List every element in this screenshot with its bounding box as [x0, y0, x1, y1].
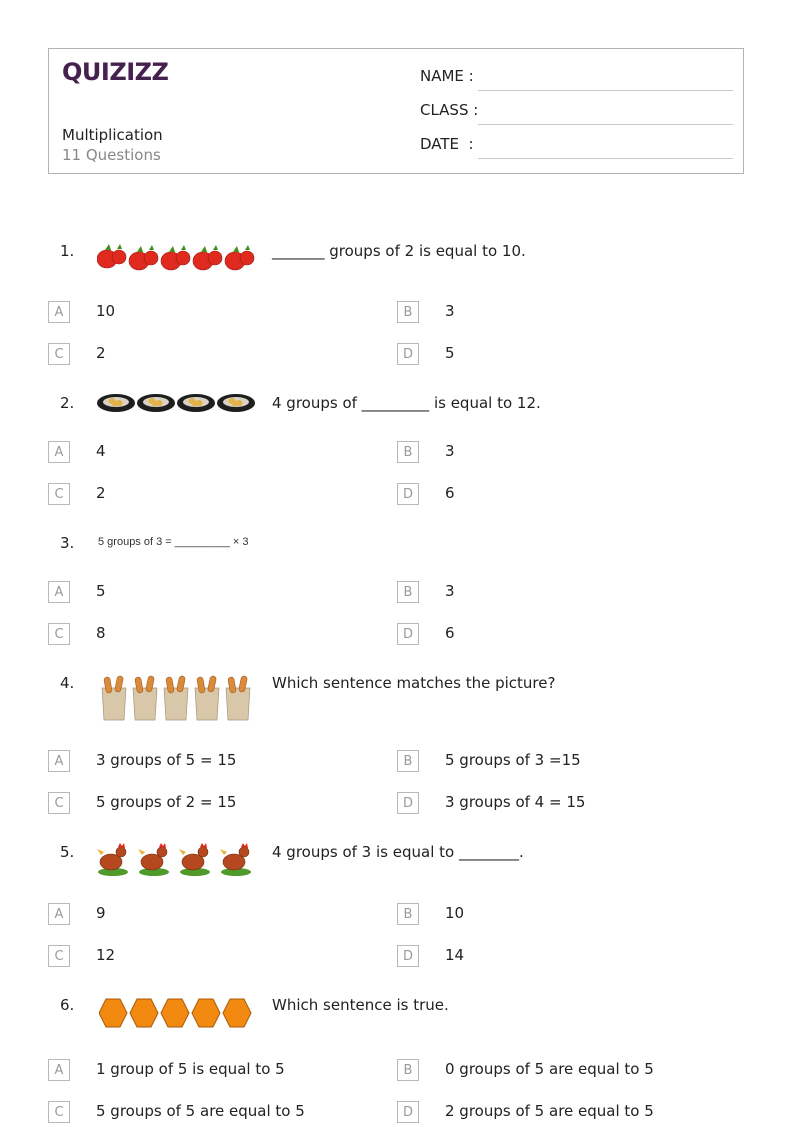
option-text: 5 groups of 5 are equal to 5: [96, 1102, 305, 1120]
question-text: 4 groups of 3 is equal to ________.: [272, 843, 524, 861]
quizizz-logo: QUIZIZZ: [62, 58, 169, 86]
option-text: 2 groups of 5 are equal to 5: [445, 1102, 654, 1120]
option-letter-box[interactable]: A: [48, 903, 70, 925]
option-letter-box[interactable]: D: [397, 945, 419, 967]
question-number: 3.: [60, 534, 75, 552]
bread-bags-image: [99, 674, 254, 722]
question-number: 4.: [60, 674, 75, 692]
q1-option-b[interactable]: [397, 301, 697, 327]
q1-option-a[interactable]: [48, 301, 348, 327]
q1-option-d[interactable]: [397, 343, 697, 369]
q4-option-a[interactable]: [48, 750, 348, 776]
option-letter-box[interactable]: A: [48, 581, 70, 603]
name-label: NAME :: [420, 67, 474, 85]
option-letter-box[interactable]: B: [397, 903, 419, 925]
option-text: 3: [445, 582, 455, 600]
option-letter-box[interactable]: D: [397, 343, 419, 365]
q3-option-d[interactable]: [397, 623, 697, 649]
q4-option-c[interactable]: [48, 792, 348, 818]
worksheet-title: Multiplication: [62, 126, 163, 144]
option-letter-box[interactable]: A: [48, 301, 70, 323]
option-text: 5 groups of 2 = 15: [96, 793, 237, 811]
option-text: 3: [445, 302, 455, 320]
option-text: 10: [96, 302, 116, 320]
roosters-image: [97, 841, 257, 877]
class-line[interactable]: [478, 124, 733, 125]
q2-option-a[interactable]: [48, 441, 348, 467]
question-number: 1.: [60, 242, 75, 260]
option-letter-box[interactable]: D: [397, 792, 419, 814]
option-text: 2: [96, 484, 106, 502]
tomatoes-image: [97, 240, 257, 274]
option-letter-box[interactable]: B: [397, 750, 419, 772]
option-text: 2: [96, 344, 106, 362]
option-letter-box[interactable]: B: [397, 301, 419, 323]
option-letter-box[interactable]: B: [397, 1059, 419, 1081]
option-text: 14: [445, 946, 465, 964]
question-number: 2.: [60, 394, 75, 412]
date-field[interactable]: [420, 135, 733, 159]
option-text: 3 groups of 5 = 15: [96, 751, 237, 769]
q2-option-c[interactable]: [48, 483, 348, 509]
hexagons-image: [99, 998, 253, 1028]
option-text: 4: [96, 442, 106, 460]
option-letter-box[interactable]: C: [48, 792, 70, 814]
equation-image-text: 5 groups of 3 = _________ × 3: [98, 536, 249, 548]
option-text: 0 groups of 5 are equal to 5: [445, 1060, 654, 1078]
option-text: 5: [96, 582, 106, 600]
q3-option-b[interactable]: [397, 581, 697, 607]
date-label: DATE :: [420, 135, 474, 153]
worksheet-header: [48, 48, 744, 174]
name-line[interactable]: [478, 90, 733, 91]
q6-option-c[interactable]: [48, 1101, 348, 1127]
q5-option-b[interactable]: [397, 903, 697, 929]
q3-option-a[interactable]: [48, 581, 348, 607]
q5-option-d[interactable]: [397, 945, 697, 971]
question-text: Which sentence is true.: [272, 996, 449, 1014]
question-count: 11 Questions: [62, 146, 161, 164]
option-text: 9: [96, 904, 106, 922]
class-field[interactable]: [420, 101, 733, 125]
class-label: CLASS :: [420, 101, 479, 119]
q5-option-a[interactable]: [48, 903, 348, 929]
q5-option-c[interactable]: [48, 945, 348, 971]
q6-option-d[interactable]: [397, 1101, 697, 1127]
q6-option-b[interactable]: [397, 1059, 697, 1085]
option-text: 6: [445, 484, 455, 502]
name-field[interactable]: [420, 67, 733, 91]
q3-option-c[interactable]: [48, 623, 348, 649]
q2-option-d[interactable]: [397, 483, 697, 509]
option-text: 6: [445, 624, 455, 642]
option-text: 1 group of 5 is equal to 5: [96, 1060, 285, 1078]
option-letter-box[interactable]: D: [397, 623, 419, 645]
option-letter-box[interactable]: A: [48, 750, 70, 772]
q4-option-d[interactable]: [397, 792, 697, 818]
option-letter-box[interactable]: D: [397, 1101, 419, 1123]
option-letter-box[interactable]: D: [397, 483, 419, 505]
question-text: 4 groups of _________ is equal to 12.: [272, 394, 541, 412]
option-letter-box[interactable]: C: [48, 623, 70, 645]
q2-option-b[interactable]: [397, 441, 697, 467]
q4-option-b[interactable]: [397, 750, 697, 776]
option-text: 12: [96, 946, 116, 964]
question-text: Which sentence matches the picture?: [272, 674, 556, 692]
option-letter-box[interactable]: C: [48, 945, 70, 967]
option-letter-box[interactable]: A: [48, 441, 70, 463]
question-number: 6.: [60, 996, 75, 1014]
option-letter-box[interactable]: B: [397, 581, 419, 603]
option-text: 8: [96, 624, 106, 642]
option-text: 5: [445, 344, 455, 362]
option-letter-box[interactable]: C: [48, 483, 70, 505]
option-text: 3: [445, 442, 455, 460]
q1-option-c[interactable]: [48, 343, 348, 369]
option-text: 5 groups of 3 =15: [445, 751, 581, 769]
option-text: 10: [445, 904, 465, 922]
question-text: _______ groups of 2 is equal to 10.: [272, 242, 526, 260]
egg-plates-image: [97, 392, 257, 416]
option-letter-box[interactable]: C: [48, 1101, 70, 1123]
question-number: 5.: [60, 843, 75, 861]
option-letter-box[interactable]: B: [397, 441, 419, 463]
date-line[interactable]: [478, 158, 733, 159]
option-text: 3 groups of 4 = 15: [445, 793, 586, 811]
option-letter-box[interactable]: C: [48, 343, 70, 365]
q6-option-a[interactable]: [48, 1059, 348, 1085]
option-letter-box[interactable]: A: [48, 1059, 70, 1081]
